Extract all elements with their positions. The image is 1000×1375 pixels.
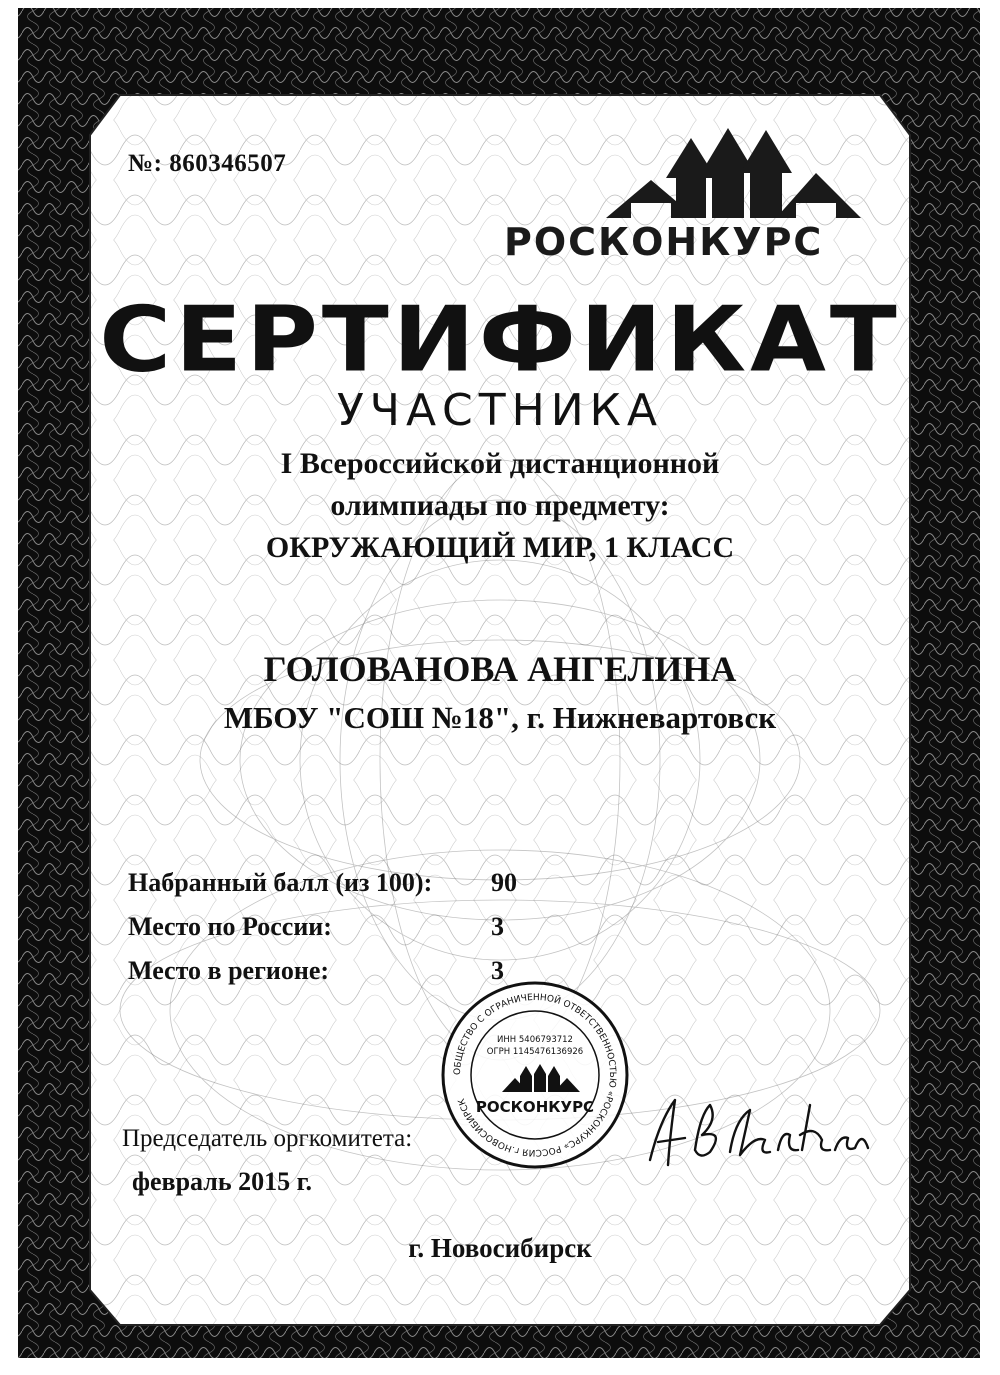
seal-ring-text: ОБЩЕСТВО С ОГРАНИЧЕННОЙ ОТВЕТСТВЕННОСТЬЮ «РОСКОНКУРС» РОССИЯ г.НОВОСИБИРСК: [452, 992, 618, 1158]
issue-city: г. Новосибирск: [408, 1233, 592, 1263]
olympiad-subject: ОКРУЖАЮЩИЙ МИР, 1 КЛАСС: [265, 531, 735, 564]
seal-inn: ИНН 5406793712: [497, 1035, 573, 1045]
seal-ogrn: ОГРН 1145476136926: [486, 1047, 584, 1057]
result-label: Место в регионе:: [128, 956, 330, 985]
issue-date: февраль 2015 г.: [132, 1167, 312, 1196]
signature-image: [640, 1080, 880, 1180]
olympiad-line-2: олимпиады по предмету:: [330, 489, 670, 522]
seal-brand: РОСКОНКУРС: [475, 1098, 595, 1116]
result-label: Набранный балл (из 100):: [128, 868, 433, 897]
chairman-label: Председатель оргкомитета:: [122, 1125, 413, 1152]
roskonkurs-logo: [496, 118, 871, 268]
organization-seal: [440, 980, 630, 1170]
certificate-title: СЕРТИФИКАТ: [99, 287, 901, 393]
participant-school: МБОУ "СОШ №18", г. Нижневартовск: [223, 700, 777, 735]
result-label: Место по России:: [128, 912, 332, 941]
brand-name: РОСКОНКУРС: [504, 220, 824, 264]
result-value: 3: [491, 912, 504, 941]
olympiad-line-1: I Всероссийской дистанционной: [280, 447, 720, 480]
participant-name: ГОЛОВАНОВА АНГЕЛИНА: [263, 649, 737, 689]
olympiad-description: [120, 443, 880, 569]
buildings-logo-icon: [496, 118, 871, 223]
result-value: 90: [491, 868, 517, 897]
result-value: 3: [491, 956, 504, 985]
certificate-subtitle: УЧАСТНИКА: [336, 385, 663, 436]
certificate-number: №: 860346507: [128, 150, 287, 177]
